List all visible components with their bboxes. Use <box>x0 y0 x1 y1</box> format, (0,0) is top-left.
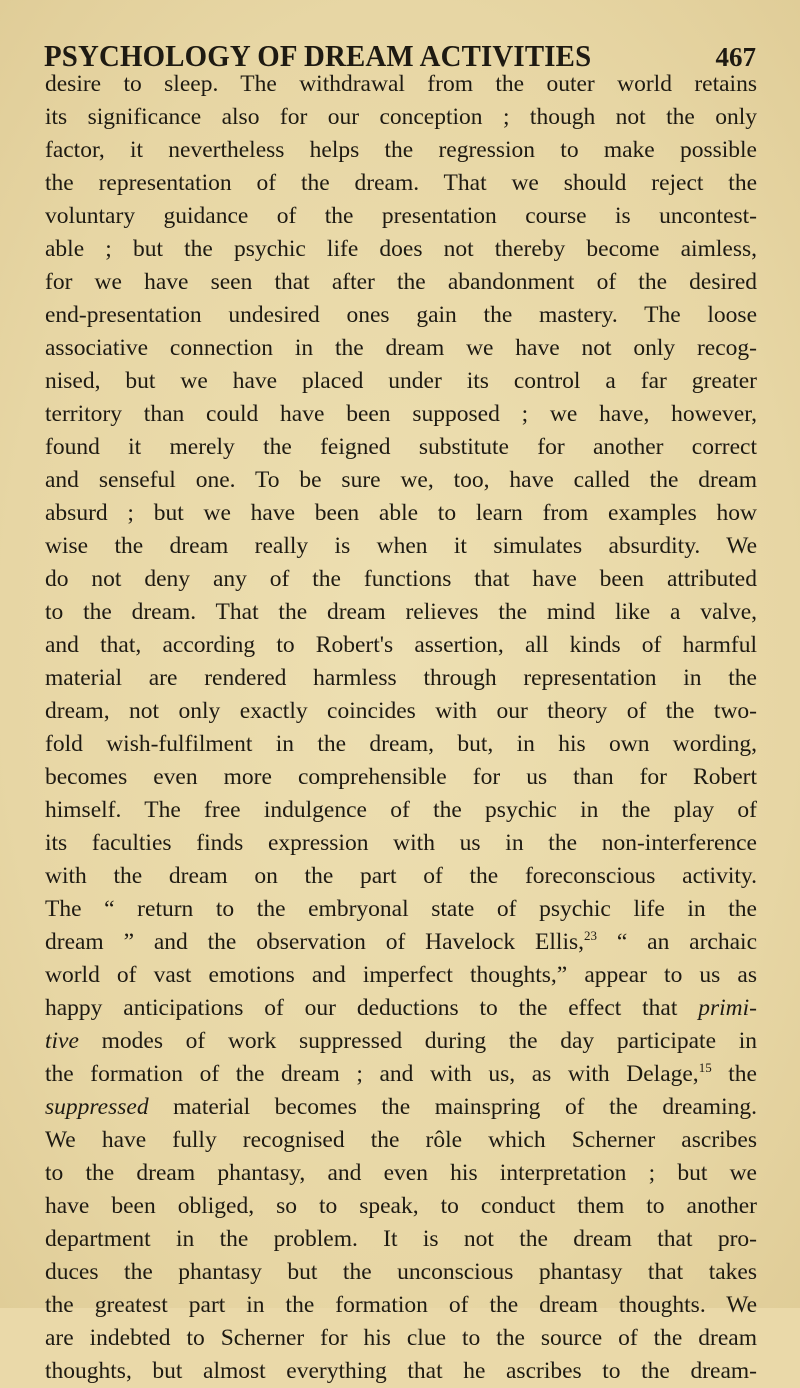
text-line <box>45 365 757 398</box>
text-segment: dream, not only exactly coincides with our theory of the two- <box>45 698 757 724</box>
text-segment: with the dream on the part of the foreconscious activity. <box>45 863 757 889</box>
text-segment: desire to sleep. The withdrawal from the outer world retains <box>45 71 757 97</box>
text-line <box>45 827 757 860</box>
text-segment: the formation of the dream ; and with us, as with Delage, <box>45 1061 699 1087</box>
text-segment: associative connection in the dream we have not only recog- <box>45 335 757 361</box>
italic-text: tive <box>45 1028 79 1054</box>
text-segment: wise the dream really is when it simulates absurdity. We <box>45 533 757 559</box>
text-line <box>45 662 757 695</box>
text-line <box>45 1124 757 1157</box>
text-line <box>45 1322 757 1355</box>
text-segment: material becomes the mainspring of the dreaming. <box>148 1094 757 1120</box>
text-segment: material are rendered harmless through representation in the <box>45 665 757 691</box>
footnote-marker: 15 <box>698 1060 712 1075</box>
text-segment: nised, but we have placed under its control a far greater <box>45 368 757 394</box>
chapter-title: PSYCHOLOGY OF DREAM ACTIVITIES <box>44 38 592 73</box>
text-segment: world of vast emotions and imperfect thoughts,” appear to us as <box>45 962 757 988</box>
text-line <box>45 1223 757 1256</box>
text-line <box>45 299 757 332</box>
footnote-marker: 23 <box>584 928 597 943</box>
text-line <box>45 1058 757 1091</box>
text-segment: its significance also for our conception ; though not the only <box>45 104 757 130</box>
text-line <box>45 233 757 266</box>
body-text <box>45 68 757 1388</box>
text-line <box>45 497 757 530</box>
text-line <box>45 266 757 299</box>
text-line <box>45 629 757 662</box>
text-segment: absurd ; but we have been able to learn from examples how <box>45 500 757 526</box>
text-line <box>45 563 757 596</box>
text-segment: happy anticipations of our deductions to the effect that <box>45 995 699 1021</box>
text-line <box>45 530 757 563</box>
text-segment: himself. The free indulgence of the psychic in the play of <box>45 797 757 823</box>
text-line <box>45 1157 757 1190</box>
text-segment: for we have seen that after the abandonment of the desired <box>45 269 757 295</box>
text-line <box>45 1256 757 1289</box>
text-line <box>45 1355 757 1388</box>
page-number: 467 <box>715 42 756 72</box>
text-segment: We have fully recognised the rôle which Scherner ascribes <box>45 1127 757 1153</box>
text-segment: department in the problem. It is not the dream that pro- <box>45 1226 757 1252</box>
text-line <box>45 728 757 761</box>
text-segment: found it merely the feigned substitute for another correct <box>45 434 757 460</box>
text-segment: end-presentation undesired ones gain the mastery. The loose <box>45 302 757 328</box>
text-segment: are indebted to Scherner for his clue to the source of the dream <box>45 1325 757 1351</box>
text-line <box>45 1190 757 1223</box>
text-line <box>45 860 757 893</box>
text-line <box>45 134 757 167</box>
text-segment: the greatest part in the formation of the dream thoughts. We <box>45 1292 757 1318</box>
text-segment: able ; but the psychic life does not thereby become aimless, <box>45 236 757 262</box>
text-segment: thoughts, but almost everything that he ascribes to the dream- <box>45 1358 757 1384</box>
text-line <box>45 794 757 827</box>
text-line <box>45 332 757 365</box>
text-line <box>45 1091 757 1124</box>
text-segment: its faculties finds expression with us in the non-interference <box>45 830 757 856</box>
text-segment: to the dream. That the dream relieves the mind like a valve, <box>45 599 757 625</box>
text-line <box>45 992 757 1025</box>
text-line <box>45 596 757 629</box>
italic-text: primi- <box>698 995 757 1021</box>
text-line <box>45 1289 757 1322</box>
text-segment: The “ return to the embryonal state of psychic life in the <box>45 896 757 922</box>
text-segment: “ an archaic <box>597 929 758 955</box>
text-line <box>45 959 757 992</box>
italic-text: suppressed <box>45 1094 149 1120</box>
text-line <box>45 101 757 134</box>
text-line <box>45 926 757 959</box>
text-segment: modes of work suppressed during the day participate in <box>78 1028 757 1054</box>
text-line <box>45 167 757 200</box>
text-segment: voluntary guidance of the presentation course is uncontest- <box>45 203 757 229</box>
text-segment: becomes even more comprehensible for us than for Robert <box>45 764 757 790</box>
text-line <box>45 68 757 101</box>
text-segment: fold wish-fulfilment in the dream, but, in his own wording, <box>45 731 757 757</box>
text-segment: the representation of the dream. That we should reject the <box>45 170 757 196</box>
text-line <box>45 1025 757 1058</box>
text-segment: to the dream phantasy, and even his interpretation ; but we <box>45 1160 757 1186</box>
text-line <box>45 464 757 497</box>
text-line <box>45 200 757 233</box>
text-segment: the <box>711 1061 757 1087</box>
text-segment: duces the phantasy but the unconscious phantasy that takes <box>45 1259 757 1285</box>
text-line <box>45 761 757 794</box>
text-line <box>45 695 757 728</box>
text-line <box>45 431 757 464</box>
text-segment: have been obliged, so to speak, to conduct them to another <box>45 1193 757 1219</box>
text-segment: territory than could have been supposed ; we have, however, <box>45 401 757 427</box>
text-segment: and that, according to Robert's assertion, all kinds of harmful <box>45 632 757 658</box>
text-line <box>45 893 757 926</box>
text-segment: factor, it nevertheless helps the regression to make possible <box>45 137 757 163</box>
text-segment: dream ” and the observation of Havelock Ellis, <box>45 929 584 955</box>
text-segment: and senseful one. To be sure we, too, have called the dream <box>45 467 757 493</box>
text-segment: do not deny any of the functions that have been attributed <box>45 566 757 592</box>
text-line <box>45 398 757 431</box>
